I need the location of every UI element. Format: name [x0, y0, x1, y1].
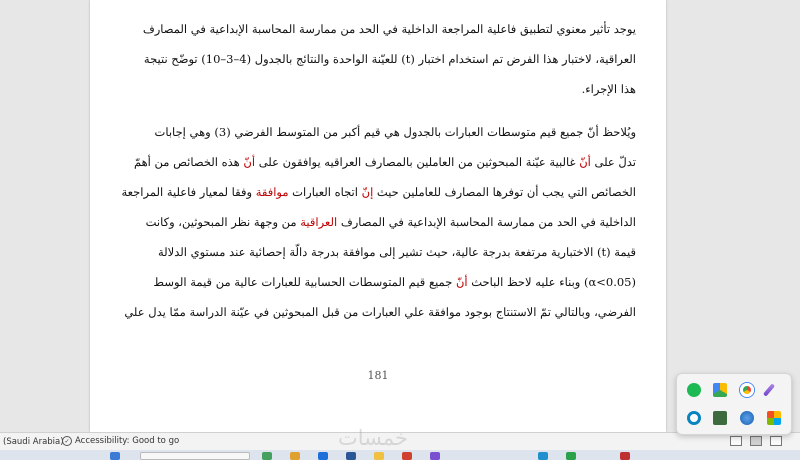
body-text: الخصائص التي يجب أن توفرها المصارف للعاملين حيث: [373, 185, 636, 199]
accessibility-status[interactable]: [62, 436, 179, 446]
paragraph-line: [108, 301, 636, 331]
paragraph-line: [108, 18, 636, 48]
emphasis-text: أنّ: [243, 155, 256, 169]
shield-icon[interactable]: [767, 411, 781, 425]
read-mode-button[interactable]: [730, 436, 742, 446]
body-text: تدلّ على: [590, 155, 636, 169]
usb-icon[interactable]: [713, 411, 727, 425]
chrome-icon[interactable]: [740, 383, 754, 397]
body-text: (α<0.05) وبناء عليه لاحظ الباحث: [467, 275, 636, 289]
language-indicator[interactable]: (Saudi Arabia): [3, 437, 64, 447]
emphasis-text: أنّ: [455, 275, 468, 289]
paragraph-line: [108, 181, 636, 211]
page-number: 181: [367, 369, 389, 382]
spotify-icon[interactable]: [687, 383, 701, 397]
emphasis-text: موافقة: [255, 185, 289, 199]
body-text: الداخلية في الحد من ممارسة المحاسبة الإبداعية في المصارف: [337, 215, 636, 229]
body-text: اتجاه العبارات: [288, 185, 362, 199]
document-body[interactable]: [108, 18, 636, 331]
paragraph-line: [108, 241, 636, 271]
taskbar-app-icon[interactable]: [262, 452, 272, 460]
accessibility-icon: ✓: [62, 436, 72, 446]
emphasis-text: أنّ: [579, 155, 591, 169]
paragraph-line: [108, 48, 636, 78]
body-text: جميع قيم المتوسطات الحسابية للعبارات عالية من قيمة الوسط: [153, 275, 456, 289]
word-icon[interactable]: [346, 452, 356, 460]
taskbar-app-icon[interactable]: [538, 452, 548, 460]
edge-icon[interactable]: [318, 452, 328, 460]
globe-icon[interactable]: [740, 411, 754, 425]
skype-icon[interactable]: [687, 411, 701, 425]
emphasis-text: إنّ: [361, 185, 374, 199]
paragraph-line: [108, 271, 636, 301]
taskbar-app-icon[interactable]: [430, 452, 440, 460]
taskbar-app-icon[interactable]: [374, 452, 384, 460]
body-text: وفقا لمعيار فاعلية المراجعة: [121, 185, 256, 199]
body-text: غالبية عيّنة المبحوثين من العاملين بالمصارف العراقيه يوافقون على: [255, 155, 580, 169]
body-text: قيمة (t) الاختبارية مرتفعة بدرجة عالية، حيث تشير إلى موافقة بدرجة دالّة إحصائية عند مستوي الدلالة: [157, 245, 636, 259]
paragraph-line: [108, 121, 636, 151]
view-switcher: [730, 436, 782, 446]
document-page[interactable]: [90, 0, 666, 432]
body-text: هذا الإجراء.: [581, 82, 636, 96]
notification-badge-icon[interactable]: [620, 452, 630, 460]
watermark: خمسات: [338, 426, 409, 450]
taskbar-search-input[interactable]: [140, 452, 250, 460]
emphasis-text: العراقية: [300, 215, 338, 229]
file-explorer-icon[interactable]: [290, 452, 300, 460]
print-layout-button[interactable]: [750, 436, 762, 446]
body-text: هذه الخصائص من أهمّ: [133, 155, 244, 169]
body-text: ويُلاحظ أنّ جميع قيم متوسطات العبارات بالجدول هي قيم أكبر من المتوسط الفرضي (3) وهي إجابات: [154, 125, 636, 139]
taskbar: [0, 450, 800, 460]
paragraph-line: [108, 78, 636, 108]
taskbar-app-icon[interactable]: [566, 452, 576, 460]
start-icon[interactable]: [110, 452, 120, 460]
body-text: يوجد تأثير معنوي لتطبيق فاعلية المراجعة الداخلية في الحد من ممارسة المحاسبة الإبداعية في المصارف: [142, 22, 636, 36]
pen-icon[interactable]: [763, 383, 775, 396]
taskbar-app-icon[interactable]: [402, 452, 412, 460]
accessibility-label: Accessibility: Good to go: [75, 436, 180, 446]
body-text: من وجهة نظر المبحوثين، وكانت: [145, 215, 301, 229]
body-text: العراقية، لاختبار هذا الفرض تم استخدام اختبار (t) للعيّنة الواحدة والنتائج بالجدول (4–3–10) توضّح نتيجة: [143, 52, 636, 66]
paragraph-line: [108, 211, 636, 241]
google-drive-icon[interactable]: [713, 383, 727, 397]
system-tray-flyout: [676, 373, 792, 435]
body-text: الفرضي، وبالتالي تمّ الاستنتاج بوجود موافقة علي العبارات من قبل المبحوثين في عيّنة الدراسة ممّا يدل علي: [124, 305, 636, 319]
paragraph-line: [108, 151, 636, 181]
web-layout-button[interactable]: [770, 436, 782, 446]
